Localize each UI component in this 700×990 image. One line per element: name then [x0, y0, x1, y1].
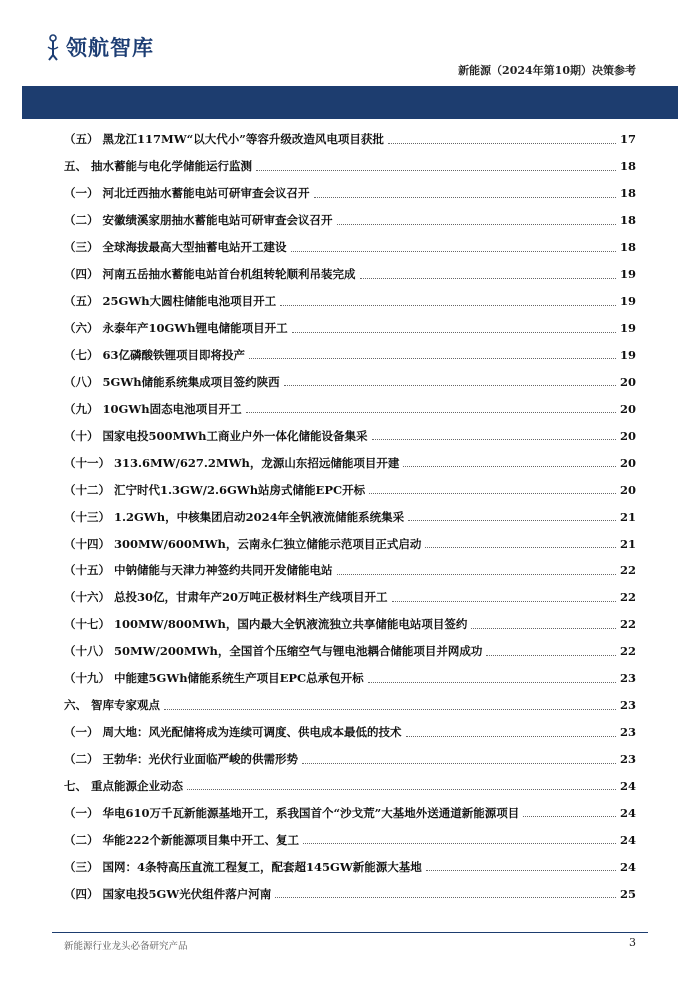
toc-entry[interactable] [64, 746, 636, 773]
toc-entry-title: （十六） 总投30亿，甘肃年产20万吨正极材料生产线项目开工 [64, 590, 388, 605]
toc-entry[interactable] [64, 126, 636, 153]
toc-dot-leader [249, 358, 616, 359]
toc-dot-leader [303, 843, 616, 844]
toc-entry-page: 18 [619, 186, 636, 201]
toc-entry[interactable] [64, 530, 636, 557]
toc-entry-title: （三） 全球海拔最高大型抽蓄电站开工建设 [64, 240, 287, 255]
toc-entry-title: （四） 河南五岳抽水蓄能电站首台机组转轮顺利吊装完成 [64, 267, 356, 282]
toc-entry[interactable] [64, 503, 636, 530]
toc-entry-title: （六） 永泰年产10GWh锂电储能项目开工 [64, 321, 288, 336]
toc-entry[interactable] [64, 422, 636, 449]
toc-dot-leader [369, 493, 616, 494]
toc-entry-title: （十七） 100MW/800MWh，国内最大全钒液流独立共享储能电站项目签约 [64, 617, 468, 632]
toc-entry[interactable] [64, 799, 636, 826]
toc-entry-page: 24 [619, 778, 636, 793]
toc-entry-page: 21 [619, 509, 636, 524]
toc-dot-leader [372, 439, 616, 440]
toc-entry-title: 七、 重点能源企业动态 [64, 778, 184, 793]
footer-tagline: 新能源行业龙头必备研究产品 [64, 941, 188, 952]
toc-entry-page: 19 [619, 267, 636, 282]
toc-dot-leader [302, 763, 616, 764]
toc-entry-page: 24 [619, 832, 636, 847]
toc-entry-page: 18 [619, 213, 636, 228]
toc-entry[interactable] [64, 153, 636, 180]
toc-entry[interactable] [64, 207, 636, 234]
toc-entry-page: 23 [619, 725, 636, 740]
toc-entry[interactable] [64, 557, 636, 584]
toc-entry[interactable] [64, 665, 636, 692]
toc-dot-leader [408, 520, 616, 521]
toc-entry[interactable] [64, 880, 636, 907]
toc-entry-title: （十一） 313.6MW/627.2MWh，龙源山东招远储能项目开建 [64, 455, 400, 470]
toc-entry-title: （二） 安徽绩溪家朋抽水蓄能电站可研审查会议召开 [64, 213, 333, 228]
footer-divider [52, 932, 648, 933]
toc-entry-page: 21 [619, 536, 636, 551]
toc-entry-page: 18 [619, 240, 636, 255]
toc-entry[interactable] [64, 234, 636, 261]
toc-entry-page: 22 [619, 590, 636, 605]
footer-page-number: 3 [629, 936, 636, 949]
compass-pen-logo-icon [44, 33, 62, 61]
toc-entry[interactable] [64, 449, 636, 476]
toc-entry-page: 20 [619, 401, 636, 416]
toc-dot-leader [164, 709, 616, 710]
toc-entry-title: （十二） 汇宁时代1.3GW/2.6GWh站房式储能EPC开标 [64, 482, 366, 497]
toc-entry-page: 20 [619, 428, 636, 443]
toc-entry-page: 22 [619, 617, 636, 632]
toc-dot-leader [246, 412, 616, 413]
toc-entry[interactable] [64, 476, 636, 503]
toc-entry-page: 23 [619, 671, 636, 686]
toc-entry[interactable] [64, 584, 636, 611]
logo-text: 领航智库 [66, 36, 154, 60]
toc-entry-title: （一） 河北迁西抽水蓄能电站可研审查会议召开 [64, 186, 310, 201]
toc-entry-page: 17 [619, 132, 636, 147]
toc-entry-title: （十） 国家电投500MWh工商业户外一体化储能设备集采 [64, 428, 368, 443]
toc-entry-title: （十三） 1.2GWh，中核集团启动2024年全钒液流储能系统集采 [64, 509, 405, 524]
toc-entry-page: 19 [619, 347, 636, 362]
table-of-contents [64, 126, 636, 907]
toc-entry[interactable] [64, 261, 636, 288]
toc-entry-title: （四） 国家电投5GW光伏组件落户河南 [64, 886, 272, 901]
toc-dot-leader [406, 736, 616, 737]
toc-entry-page: 25 [619, 886, 636, 901]
toc-entry[interactable] [64, 826, 636, 853]
toc-entry[interactable] [64, 611, 636, 638]
toc-entry-page: 20 [619, 482, 636, 497]
toc-dot-leader [337, 574, 616, 575]
toc-entry-page: 20 [619, 374, 636, 389]
toc-entry[interactable] [64, 395, 636, 422]
toc-entry-title: （二） 王勃华：光伏行业面临严峻的供需形势 [64, 752, 299, 767]
toc-entry-title: （九） 10GWh固态电池项目开工 [64, 401, 242, 416]
toc-entry-title: （七） 63亿磷酸铁锂项目即将投产 [64, 347, 246, 362]
toc-entry[interactable] [64, 773, 636, 800]
toc-dot-leader [523, 816, 616, 817]
header-band [22, 86, 678, 119]
toc-dot-leader [187, 789, 616, 790]
toc-entry-page: 20 [619, 455, 636, 470]
toc-entry[interactable] [64, 638, 636, 665]
toc-entry-page: 23 [619, 752, 636, 767]
toc-entry[interactable] [64, 180, 636, 207]
toc-entry-title: （八） 5GWh储能系统集成项目签约陕西 [64, 374, 280, 389]
toc-entry-title: 五、 抽水蓄能与电化学储能运行监测 [64, 159, 253, 174]
toc-entry-title: （十八） 50MW/200MWh，全国首个压缩空气与锂电池耦合储能项目并网成功 [64, 644, 483, 659]
toc-entry[interactable] [64, 368, 636, 395]
toc-dot-leader [392, 601, 616, 602]
toc-dot-leader [486, 655, 616, 656]
toc-entry[interactable] [64, 342, 636, 369]
brand-logo [44, 32, 154, 62]
toc-dot-leader [291, 251, 616, 252]
toc-dot-leader [360, 278, 616, 279]
toc-entry-title: （十九） 中能建5GWh储能系统生产项目EPC总承包开标 [64, 671, 364, 686]
toc-entry-title: （十四） 300MW/600MWh，云南永仁独立储能示范项目正式启动 [64, 536, 422, 551]
toc-entry[interactable] [64, 853, 636, 880]
toc-dot-leader [284, 385, 616, 386]
toc-entry[interactable] [64, 315, 636, 342]
toc-entry-title: （一） 华电610万千瓦新能源基地开工，系我国首个“沙戈荒”大基地外送通道新能源项目 [64, 805, 520, 820]
toc-dot-leader [256, 170, 616, 171]
toc-dot-leader [337, 224, 616, 225]
toc-entry-page: 22 [619, 644, 636, 659]
toc-entry-title: （三） 国网：4条特高压直流工程复工，配套超145GW新能源大基地 [64, 859, 422, 874]
toc-dot-leader [292, 332, 616, 333]
toc-entry-title: 六、 智库专家观点 [64, 698, 161, 713]
toc-entry-title: （二） 华能222个新能源项目集中开工、复工 [64, 832, 300, 847]
toc-entry-page: 24 [619, 859, 636, 874]
toc-entry-title: （五） 25GWh大圆柱储能电池项目开工 [64, 294, 277, 309]
toc-dot-leader [314, 197, 616, 198]
toc-entry-title: （十五） 中钠储能与天津力神签约共同开发储能电站 [64, 563, 333, 578]
toc-dot-leader [425, 547, 616, 548]
toc-dot-leader [426, 870, 616, 871]
toc-entry-page: 18 [619, 159, 636, 174]
toc-entry-page: 19 [619, 294, 636, 309]
toc-entry-title: （一） 周大地：风光配储将成为连续可调度、供电成本最低的技术 [64, 725, 402, 740]
toc-entry[interactable] [64, 719, 636, 746]
toc-entry-title: （五） 黑龙江117MW“以大代小”等容升级改造风电项目获批 [64, 132, 384, 147]
toc-entry-page: 24 [619, 805, 636, 820]
report-title: 新能源（2024年第10期）决策参考 [458, 64, 636, 77]
toc-entry[interactable] [64, 288, 636, 315]
toc-dot-leader [403, 466, 616, 467]
toc-dot-leader [368, 682, 616, 683]
toc-dot-leader [280, 305, 616, 306]
toc-entry-page: 23 [619, 698, 636, 713]
toc-entry[interactable] [64, 692, 636, 719]
toc-entry-page: 22 [619, 563, 636, 578]
toc-entry-page: 19 [619, 321, 636, 336]
toc-dot-leader [388, 143, 616, 144]
toc-dot-leader [275, 897, 616, 898]
toc-dot-leader [471, 628, 616, 629]
